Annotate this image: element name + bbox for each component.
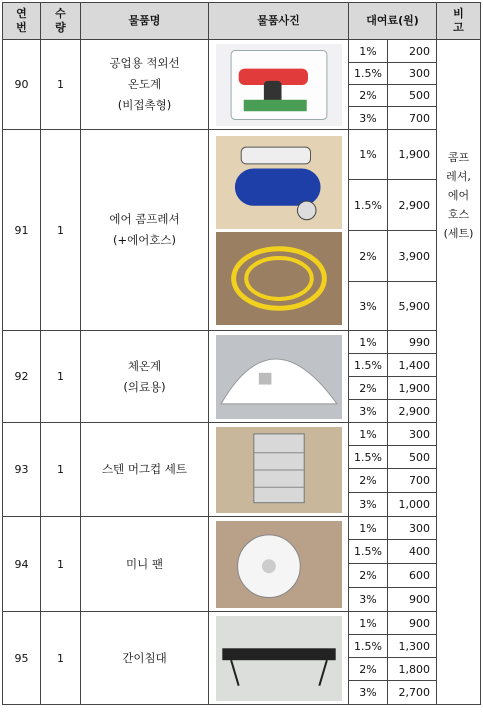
rate-percent: 2% [349, 377, 388, 400]
item-qty: 1 [41, 130, 81, 331]
table-row [3, 331, 481, 354]
header-no: 연 번 [3, 3, 41, 40]
infrared-thermometer-icon [216, 44, 342, 126]
rate-percent: 1% [349, 130, 388, 180]
rate-fee: 1,400 [388, 354, 437, 377]
item-name-line: 간이침대 [122, 650, 167, 665]
header-qty: 수 량 [41, 3, 81, 40]
rate-fee: 2,900 [388, 400, 437, 423]
rate-percent: 2% [349, 85, 388, 107]
rate-fee: 1,900 [388, 377, 437, 400]
item-qty: 1 [41, 612, 81, 705]
rate-fee: 500 [388, 85, 437, 107]
item-name-line: 에어 콤프레셔 [109, 212, 180, 226]
rate-percent: 3% [349, 493, 388, 517]
rate-percent: 1% [349, 40, 388, 63]
item-photo-cell [209, 517, 349, 612]
rate-fee: 2,900 [388, 180, 437, 231]
item-name [81, 517, 209, 612]
item-qty: 1 [41, 40, 81, 130]
item-qty: 1 [41, 331, 81, 423]
mug-cup-set-icon [216, 427, 342, 513]
item-name-line: 스텐 머그컵 세트 [101, 462, 188, 476]
mini-fan-icon [216, 521, 342, 608]
rate-fee: 400 [388, 540, 437, 564]
rate-percent: 1.5% [349, 354, 388, 377]
rate-fee: 300 [388, 423, 437, 446]
item-name-line: (비접촉형) [117, 98, 172, 112]
item-no: 93 [3, 423, 41, 517]
rate-percent: 2% [349, 231, 388, 282]
rate-percent: 1% [349, 423, 388, 446]
rate-percent: 1.5% [349, 180, 388, 231]
rate-fee: 600 [388, 564, 437, 588]
note-line: 콤프 [447, 151, 470, 164]
item-name [81, 612, 209, 705]
item-name [81, 423, 209, 517]
table-row [3, 517, 481, 540]
item-no: 95 [3, 612, 41, 705]
note-line: 호스 [447, 208, 470, 221]
rate-percent: 3% [349, 107, 388, 130]
air-hose-icon [216, 232, 342, 325]
table-row [3, 130, 481, 180]
item-no: 94 [3, 517, 41, 612]
note-line: 레셔, [446, 170, 471, 183]
item-no: 92 [3, 331, 41, 423]
rental-items-table [2, 2, 481, 705]
air-compressor-icon [216, 136, 342, 229]
rate-fee: 1,900 [388, 130, 437, 180]
item-name-line: 미니 팬 [126, 556, 163, 571]
item-photo-cell [209, 423, 349, 517]
item-name-line: 체온계 [127, 358, 162, 373]
rate-fee: 990 [388, 331, 437, 354]
item-photo-cell [209, 331, 349, 423]
camp-bed-icon [216, 616, 342, 701]
rate-percent: 1.5% [349, 63, 388, 85]
rate-fee: 500 [388, 446, 437, 469]
item-name-line: (+에어호스) [112, 233, 177, 247]
rate-fee: 1,000 [388, 493, 437, 517]
rate-percent: 3% [349, 588, 388, 612]
item-name [81, 331, 209, 423]
rate-percent: 1% [349, 331, 388, 354]
rate-percent: 3% [349, 400, 388, 423]
rate-percent: 3% [349, 681, 388, 705]
table-row [3, 40, 481, 63]
rate-fee: 900 [388, 612, 437, 635]
item-name [81, 130, 209, 331]
rate-percent: 3% [349, 282, 388, 331]
header-name: 물품명 [81, 3, 209, 40]
rate-fee: 1,300 [388, 635, 437, 658]
header-note: 비 고 [437, 3, 481, 40]
rate-fee: 1,800 [388, 658, 437, 681]
rate-percent: 1% [349, 612, 388, 635]
item-name-line: 온도계 [127, 77, 162, 91]
rate-percent: 1.5% [349, 540, 388, 564]
rate-fee: 900 [388, 588, 437, 612]
item-name-line: 공업용 적외선 [109, 56, 180, 70]
note-column [437, 40, 481, 705]
header-photo: 물품사진 [209, 3, 349, 40]
item-photo-cell [209, 40, 349, 130]
table-body [3, 40, 481, 705]
body-thermometer-icon [216, 335, 342, 419]
rate-percent: 1.5% [349, 446, 388, 469]
rate-percent: 1.5% [349, 635, 388, 658]
note-line: 에어 [447, 189, 470, 202]
rate-fee: 700 [388, 107, 437, 130]
rate-fee: 300 [388, 517, 437, 540]
note-line: (세트) [443, 227, 474, 240]
rate-fee: 200 [388, 40, 437, 63]
item-name [81, 40, 209, 130]
rate-percent: 2% [349, 564, 388, 588]
rate-fee: 5,900 [388, 282, 437, 331]
item-name-line: (의료용) [123, 379, 166, 394]
item-photo-cell [209, 612, 349, 705]
table-row [3, 423, 481, 446]
item-photo-cell [209, 130, 349, 331]
rate-fee: 300 [388, 63, 437, 85]
item-qty: 1 [41, 423, 81, 517]
item-no: 91 [3, 130, 41, 331]
rate-percent: 2% [349, 658, 388, 681]
item-qty: 1 [41, 517, 81, 612]
rate-fee: 3,900 [388, 231, 437, 282]
rate-fee: 2,700 [388, 681, 437, 705]
item-no: 90 [3, 40, 41, 130]
rate-fee: 700 [388, 469, 437, 493]
header-fee: 대여료(원) [349, 3, 437, 40]
table-row [3, 612, 481, 635]
rate-percent: 2% [349, 469, 388, 493]
rate-percent: 1% [349, 517, 388, 540]
